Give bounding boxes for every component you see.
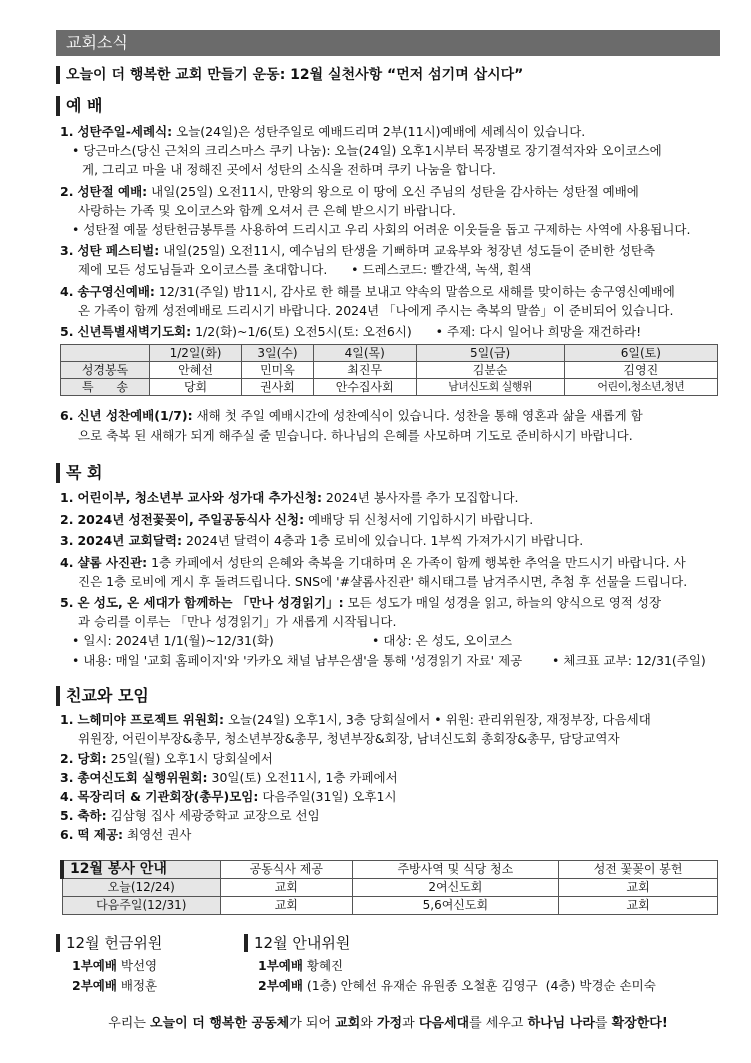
section-header-bar [56, 30, 720, 56]
motto-emphasis: 다음세대 [418, 1016, 470, 1031]
item-label: 총여신도회 실행위원회: [77, 770, 208, 785]
member-names: 황혜진 [302, 958, 344, 973]
item-text: 내일(25일) 오전11시, 만왕의 왕으로 이 땅에 오신 주님의 성탄을 감사하는 성탄절 예배에 [147, 184, 639, 199]
item-number: 4. [60, 555, 74, 570]
table-header-cell: 공동식사 제공 [221, 861, 353, 879]
ministry-item-5-date: • 일시: 2024년 1/1(월)~12/31(화) [72, 633, 274, 648]
fellowship-item-5 [60, 806, 724, 825]
item-label: 송구영신예배: [77, 284, 155, 299]
item-label: 샬롬 사진관: [77, 555, 148, 570]
table-cell: 어린이,청소년,청년 [564, 379, 717, 396]
item-label: 2024년 성전꽃꽂이, 주일공동식사 신청: [77, 512, 305, 527]
item-label: 신년특별새벽기도회: [77, 324, 192, 339]
table-cell: 민미옥 [242, 362, 314, 379]
motto-part: 과 [402, 1016, 419, 1031]
table-cell: 교회 [559, 879, 718, 897]
service-table-title: 12월 봉사 안내 [62, 861, 221, 879]
motto-part: 가 되어 [289, 1016, 336, 1031]
table-cell: 남녀신도회 실행위 [416, 379, 564, 396]
item-number: 3. [60, 533, 74, 548]
item-number: 3. [60, 243, 74, 258]
fellowship-item-1-cont: 위원장, 어린이부장&총무, 청소년부장&총무, 청년부장&회장, 남녀신도회 총회장&총무, 담당교역자 [78, 731, 620, 746]
item-number: 1. [60, 712, 74, 727]
item-number: 5. [60, 595, 74, 610]
ministry-item-5-cont: 과 승리를 이루는 「만나 성경읽기」가 새롭게 시작됩니다. [78, 614, 397, 629]
table-cell: 권사회 [242, 379, 314, 396]
item-label: 온 성도, 온 세대가 함께하는 「만나 성경읽기」: [77, 595, 344, 610]
offering-committee-heading: 12월 헌금위원 [56, 934, 162, 952]
worship-item-3 [60, 241, 724, 260]
item-text: 2024년 봉사자를 추가 모집합니다. [321, 490, 519, 505]
member-names: 박선영 [116, 958, 158, 973]
worship-item-6-cont: 으로 축복 된 새해가 되게 해주실 줄 믿습니다. 하나님의 은혜를 사모하며 기도로 준비하시기 바랍니다. [78, 428, 633, 443]
table-row [61, 362, 718, 379]
service-schedule-table [60, 860, 718, 915]
table-cell: 안혜선 [150, 362, 242, 379]
table-header-cell: 6일(토) [564, 345, 717, 362]
item-text: 모든 성도가 매일 성경을 읽고, 하늘의 양식으로 영적 성장 [343, 595, 662, 610]
table-header-row [61, 345, 718, 362]
row-label: 특 송 [61, 379, 150, 396]
item-text: 새해 첫 주일 예배시간에 성찬예식이 있습니다. 성찬을 통해 영혼과 삶을 새롭게 함 [192, 408, 643, 423]
motto-part: 를 세우고 [469, 1016, 528, 1031]
worship-item-1-sub-cont: 게, 그리고 마을 내 정해진 곳에서 성탄의 소식을 전하며 쿠키 나눔을 합니다. [82, 162, 496, 177]
table-cell: 김분순 [416, 362, 564, 379]
usher-row-2 [258, 976, 656, 996]
worship-item-1 [60, 122, 724, 141]
fellowship-item-6 [60, 825, 724, 844]
item-label: 성탄 페스티벌: [77, 243, 160, 258]
item-text: 내일(25일) 오전11시, 예수님의 탄생을 기뻐하며 교육부와 청장년 성도들이 준비한 성탄축 [159, 243, 656, 258]
fellowship-item-4 [60, 787, 724, 806]
ministry-item-5-target: • 대상: 온 성도, 오이코스 [372, 633, 513, 648]
worship-item-2 [60, 182, 724, 201]
table-cell: 안수집사회 [313, 379, 416, 396]
usher-row-1 [258, 956, 343, 976]
ministry-item-3 [60, 531, 724, 550]
church-motto [56, 1012, 720, 1031]
item-text: 최영선 권사 [123, 827, 192, 842]
fellowship-item-1 [60, 710, 724, 729]
fellowship-item-3 [60, 768, 724, 787]
worship-item-6 [60, 406, 724, 425]
table-row [62, 897, 718, 915]
fellowship-item-2 [60, 749, 724, 768]
ministry-item-2 [60, 510, 724, 529]
ministry-item-4-cont: 진은 1층 로비에 게시 후 돌려드립니다. SNS에 '#샬롬사진관' 해시태그를 남겨주시면, 추첨 후 선물을 드립니다. [78, 574, 688, 589]
item-text: 12/31(주일) 밤11시, 감사로 한 해를 보내고 약속의 말씀으로 새해를 맞이하는 송구영신예배에 [154, 284, 675, 299]
motto-emphasis: 하나님 나라 [527, 1016, 595, 1031]
worship-item-3-cont: 제에 모든 성도님들과 오이코스를 초대합니다. • 드레스코드: 빨간색, 녹색, 흰색 [78, 262, 532, 277]
motto-emphasis: 오늘이 더 행복한 공동체 [150, 1016, 290, 1031]
item-label: 성탄절 예배: [77, 184, 148, 199]
motto-emphasis: 확장한다! [611, 1016, 668, 1031]
worship-item-2-sub: • 성탄절 예물 성탄헌금봉투를 사용하여 드리시고 우리 사회의 어려운 이웃들을 돕고 구제하는 사역에 사용됩니다. [72, 222, 691, 237]
table-header-cell: 5일(금) [416, 345, 564, 362]
ministry-item-1 [60, 488, 724, 507]
table-cell: 5,6여신도회 [352, 897, 559, 915]
item-number: 4. [60, 284, 74, 299]
item-number: 1. [60, 490, 74, 505]
ministry-item-5 [60, 593, 724, 612]
table-cell: 교회 [221, 879, 353, 897]
worship-item-4-cont: 온 가족이 함께 성전예배로 드리시기 바랍니다. 2024년 「나에게 주시는 축복의 말씀」이 준비되어 있습니다. [78, 303, 674, 318]
item-text: 김삼형 집사 세광중학교 교장으로 선임 [106, 808, 320, 823]
table-cell: 2여신도회 [352, 879, 559, 897]
campaign-banner: 오늘이 더 행복한 교회 만들기 운동: 12월 실천사항 “먼저 섬기며 삽시다” [56, 66, 736, 84]
item-label: 신년 성찬예배(1/7): [77, 408, 193, 423]
motto-part: 와 [360, 1016, 377, 1031]
usher-committee-heading: 12월 안내위원 [244, 934, 350, 952]
item-number: 4. [60, 789, 74, 804]
item-number: 5. [60, 324, 74, 339]
item-number: 5. [60, 808, 74, 823]
table-cell: 최진무 [313, 362, 416, 379]
worship-heading: 예 배 [56, 96, 102, 116]
table-header-cell: 주방사역 및 식당 청소 [352, 861, 559, 879]
ministry-heading: 목 회 [56, 463, 102, 483]
table-header-cell: 성전 꽃꽂이 봉헌 [559, 861, 718, 879]
offering-row-2 [72, 976, 157, 996]
item-number: 2. [60, 512, 74, 527]
member-names: (1층) 안혜선 유재순 유원종 오철훈 김영구 (4층) 박경순 손미숙 [302, 978, 656, 993]
ministry-item-4 [60, 553, 724, 572]
table-row [62, 879, 718, 897]
item-label: 축하: [77, 808, 107, 823]
item-text: 오늘(24일) 오후1시, 3층 당회실에서 • 위원: 관리위원장, 재정부장, 다음세대 [223, 712, 651, 727]
fellowship-heading: 친교와 모임 [56, 686, 149, 706]
prayer-schedule-table [60, 344, 718, 396]
table-cell: 교회 [221, 897, 353, 915]
item-text: 25일(월) 오후1시 당회실에서 [106, 751, 273, 766]
item-label: 목장리더 & 기관회장(총무)모임: [77, 789, 259, 804]
table-corner [61, 345, 150, 362]
worship-item-2-cont: 사랑하는 가족 및 오이코스와 함께 오셔서 큰 은혜 받으시기 바랍니다. [78, 203, 456, 218]
service-label: 1부예배 [72, 958, 117, 973]
table-cell: 당회 [150, 379, 242, 396]
table-row [61, 379, 718, 396]
motto-part: 를 [594, 1016, 612, 1031]
item-number: 2. [60, 751, 74, 766]
table-header-cell: 4일(목) [313, 345, 416, 362]
motto-emphasis: 교회 [335, 1016, 361, 1031]
item-label: 2024년 교회달력: [77, 533, 182, 548]
table-cell: 김영진 [564, 362, 717, 379]
item-text: 1층 카페에서 성탄의 은혜와 축복을 기대하며 온 가족이 함께 행복한 추억을 만드시기 바랍니다. 사 [147, 555, 686, 570]
item-number: 1. [60, 124, 74, 139]
ministry-item-5-checksheet: • 체크표 교부: 12/31(주일) [552, 653, 706, 668]
worship-item-5 [60, 322, 724, 341]
row-label: 오늘(12/24) [62, 879, 221, 897]
motto-part: 우리는 [108, 1016, 151, 1031]
service-label: 2부예배 [258, 978, 303, 993]
item-label: 당회: [77, 751, 107, 766]
item-text: 다음주일(31일) 오후1시 [258, 789, 397, 804]
table-header-cell: 1/2일(화) [150, 345, 242, 362]
item-text: 2024년 달력이 4층과 1층 로비에 있습니다. 1부씩 가져가시기 바랍니다. [181, 533, 584, 548]
item-number: 2. [60, 184, 74, 199]
service-label: 2부예배 [72, 978, 117, 993]
item-number: 3. [60, 770, 74, 785]
motto-emphasis: 가정 [377, 1016, 403, 1031]
item-label: 성탄주일-세례식: [77, 124, 173, 139]
item-text: 1/2(화)~1/6(토) 오전5시(토: 오전6시) • 주제: 다시 일어나 희망을 재건하라! [191, 324, 642, 339]
table-cell: 교회 [559, 897, 718, 915]
item-number: 6. [60, 408, 74, 423]
table-header-row [62, 861, 718, 879]
item-label: 느헤미야 프로젝트 위원회: [77, 712, 224, 727]
row-label: 성경봉독 [61, 362, 150, 379]
offering-row-1 [72, 956, 157, 976]
item-text: 예배당 뒤 신청서에 기입하시기 바랍니다. [304, 512, 534, 527]
worship-item-1-sub: • 당근마스(당신 근처의 크리스마스 쿠키 나눔): 오늘(24일) 오후1시부터 목장별로 장기결석자와 오이코스에 [72, 143, 662, 158]
item-number: 6. [60, 827, 74, 842]
row-label: 다음주일(12/31) [62, 897, 221, 915]
item-text: 오늘(24일)은 성탄주일로 예배드리며 2부(11시)예배에 세례식이 있습니다. [172, 124, 586, 139]
ministry-item-5-content: • 내용: 매일 '교회 홈페이지'와 '카카오 채널 남부은샘'을 통해 '성경읽기 자료' 제공 [72, 653, 523, 668]
item-label: 어린이부, 청소년부 교사와 성가대 추가신청: [77, 490, 322, 505]
table-header-cell: 3일(수) [242, 345, 314, 362]
header-title: 교회소식 [66, 33, 128, 52]
service-label: 1부예배 [258, 958, 303, 973]
item-text: 30일(토) 오전11시, 1층 카페에서 [207, 770, 398, 785]
worship-item-4 [60, 282, 724, 301]
member-names: 배정훈 [116, 978, 158, 993]
item-label: 떡 제공: [77, 827, 124, 842]
